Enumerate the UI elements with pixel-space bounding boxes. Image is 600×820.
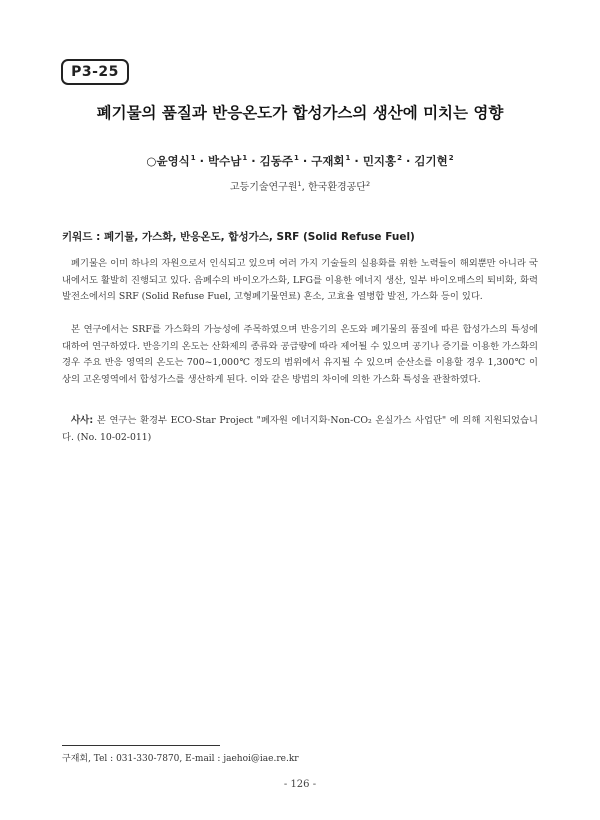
acknowledgement-text: 본 연구는 환경부 ECO-Star Project "폐자원 에너지화·Non-CO₂ 온실가스 사업단" 에 의해 지원되었습니다. (No. 10-02-011) <box>62 415 538 443</box>
page-number: - 126 - <box>283 779 317 790</box>
author-separator: · <box>195 154 209 168</box>
abstract-paragraph-2 <box>62 322 538 388</box>
author <box>260 154 299 168</box>
affiliation-name: 한국환경공단 <box>308 182 366 193</box>
author-list <box>0 153 600 169</box>
author-separator: · <box>402 154 415 168</box>
author-separator: · <box>298 154 312 168</box>
author <box>414 154 453 168</box>
affiliation-separator: , <box>301 182 308 193</box>
author <box>363 154 402 168</box>
author-affiliation-mark: 2 <box>448 154 454 162</box>
author-affiliation-mark: 1 <box>345 154 351 162</box>
author-name: 김기현 <box>414 154 448 168</box>
corresponding-author-footnote: 구재회, Tel : 031-330-7870, E-mail : jaehoi@iae.re.kr <box>62 754 299 764</box>
author <box>208 154 247 168</box>
keywords: 키워드 : 폐기물, 가스화, 반응온도, 합성가스, SRF (Solid Refuse Fuel) <box>62 231 415 243</box>
author-name: 민지홍 <box>362 154 397 168</box>
acknowledgement-label: 사사: <box>71 415 94 426</box>
presenter-mark: ○ <box>146 154 157 168</box>
abstract-paragraph-1 <box>62 256 538 306</box>
author-name: 구재회 <box>311 154 345 168</box>
author-name: 박수남 <box>208 154 242 168</box>
author-name: 윤영식 <box>156 154 190 168</box>
author-name: 김동주 <box>259 154 293 168</box>
author <box>146 154 195 168</box>
affiliation-name: 고등기술연구원 <box>229 182 298 193</box>
author-affiliation-mark: 2 <box>397 154 403 162</box>
footnote-divider <box>62 745 220 746</box>
author-separator: · <box>247 154 260 168</box>
affiliation-mark: 2 <box>365 180 371 188</box>
paper-title: 폐기물의 품질과 반응온도가 합성가스의 생산에 미치는 영향 <box>96 104 504 122</box>
abstract-text: 본 연구에서는 SRF를 가스화의 가능성에 주목하였으며 반응기의 온도와 폐기물의 품질에 따른 합성가스의 특성에 대하여 연구하였다. 반응기의 온도는 산화제의 종류와 공급량에 따라 제어될 수 있으며 공기나 증기를 이용한 가스화의 경우 주요 반응 영역의 온도는 700~1,000℃ 정도의 범위에서 유지될 수 있으며 순산소를 이용할 경우 1,300℃ 이상의 고온영역에서 합성가스를 생산하게 된다. 이와 같은 방법의 차이에 의한 가스화 특성을 관찰하였다. <box>62 324 538 385</box>
author-affiliation-mark: 1 <box>242 154 248 162</box>
author-affiliation-mark: 1 <box>190 154 196 162</box>
acknowledgement <box>62 413 538 446</box>
affiliation-mark: 1 <box>297 180 302 188</box>
author-affiliation-mark: 1 <box>293 154 299 162</box>
session-code: P3-25 <box>71 64 119 80</box>
author <box>311 154 350 168</box>
author-separator: · <box>350 154 363 168</box>
session-code-badge <box>61 59 129 85</box>
abstract-text: 폐기물은 이미 하나의 자원으로서 인식되고 있으며 여러 가지 기술들의 실용화를 위한 노력들이 해외뿐만 아니라 국내에서도 활발히 진행되고 있다. 음폐수의 바이오가스화, LFG를 이용한 에너지 생산, 일부 바이오매스의 퇴비화, 화력발전소에서의 SRF (Solid Refuse Fuel, 고형폐기물연료) 혼소, 고효율 열병합 발전, 가스화 등이 있다. <box>62 258 538 303</box>
affiliation-list <box>0 178 600 193</box>
